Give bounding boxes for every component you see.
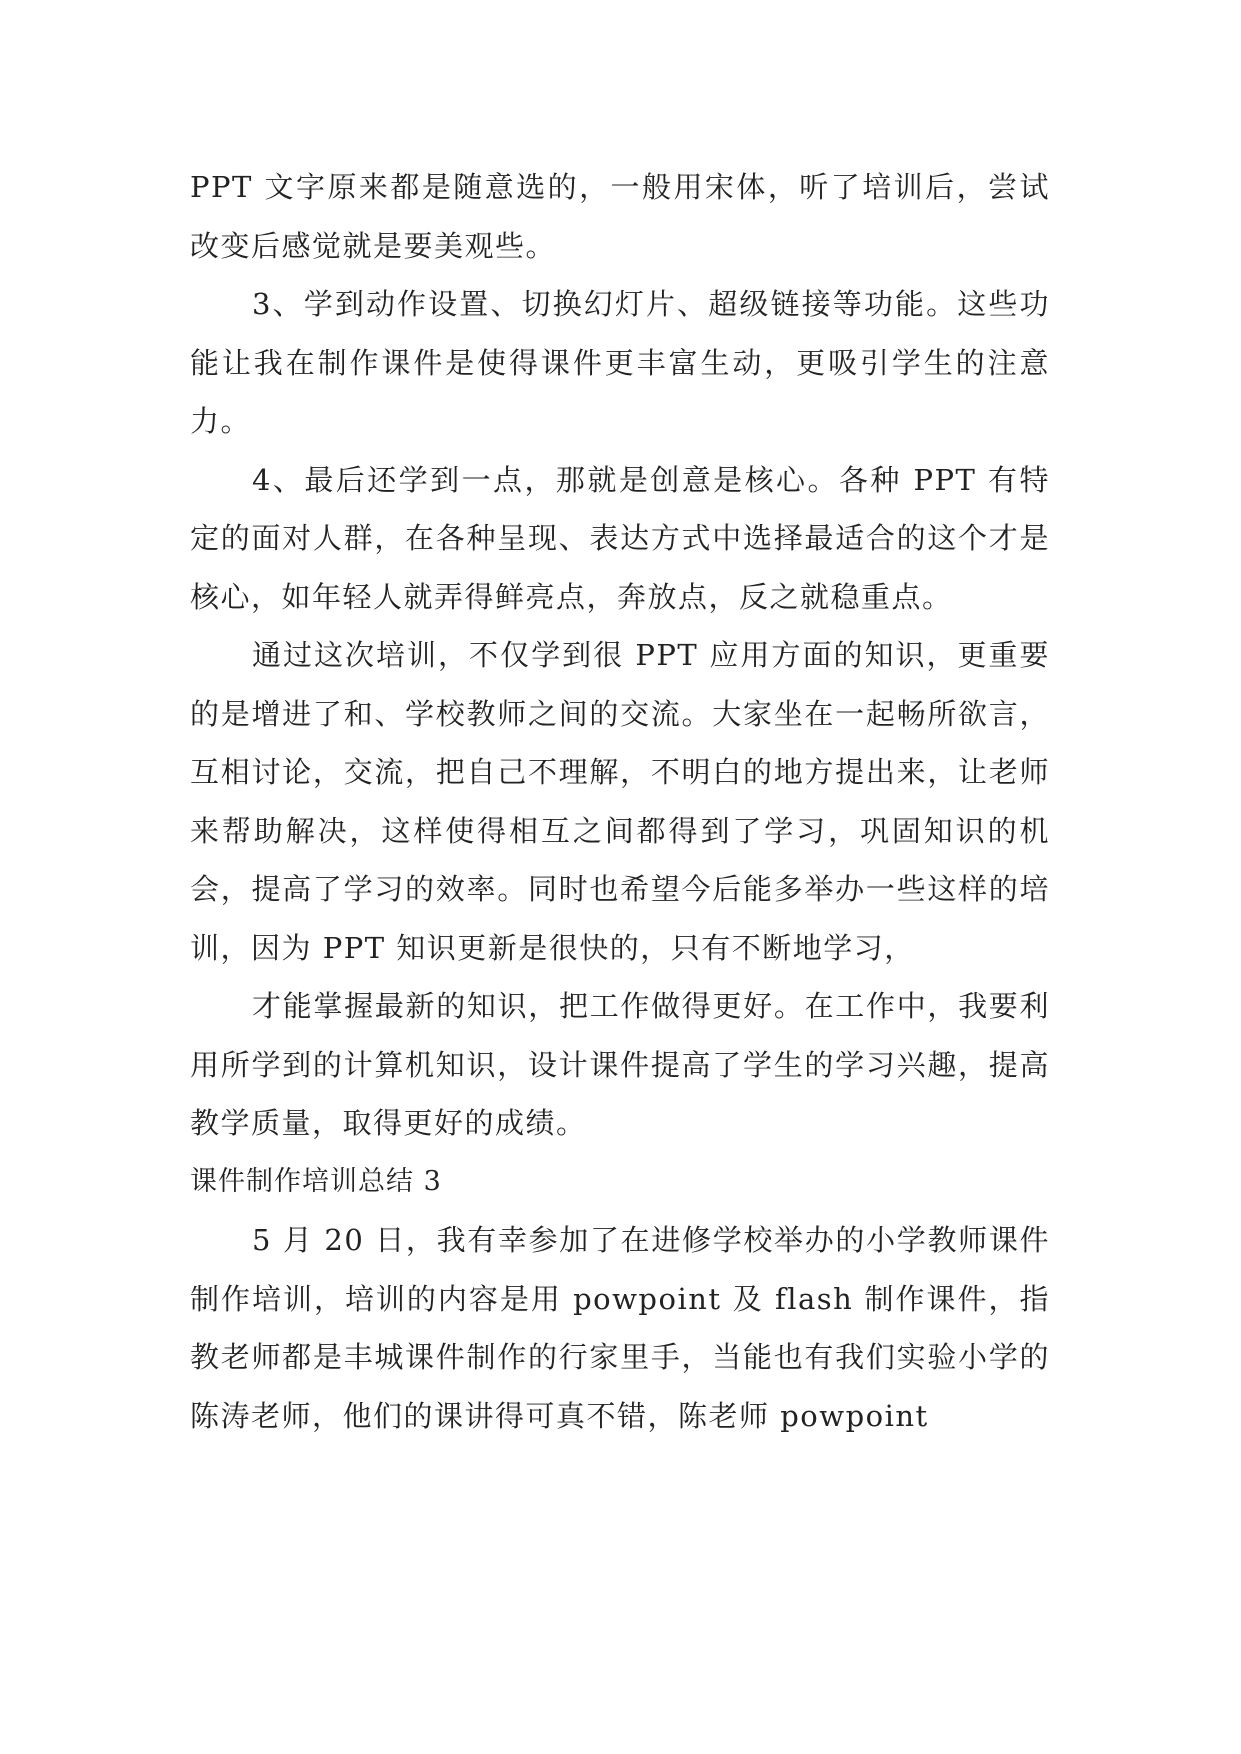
- paragraph-ppt-fonts: PPT 文字原来都是随意选的，一般用宋体，听了培训后，尝试改变后感觉就是要美观些。: [190, 170, 1050, 263]
- paragraph-point-4: 4、最后还学到一点，那就是创意是核心。各种 PPT 有特定的面对人群，在各种呈现、表达方式中选择最适合的这个才是核心，如年轻人就弄得鲜亮点，奔放点，反之就稳重点。: [190, 462, 1050, 614]
- paragraph-may-20-training: 5 月 20 日，我有幸参加了在进修学校举办的小学教师课件制作培训，培训的内容是用 powpoint 及 flash 制作课件，指教老师都是丰城课件制作的行家里手，当能也有我们实验小学的陈涛老师，他们的课讲得可真不错，陈老师 powpoint: [190, 1223, 1050, 1433]
- paragraph-point-3: 3、学到动作设置、切换幻灯片、超级链接等功能。这些功能让我在制作课件是使得课件更丰富生动，更吸引学生的注意力。: [190, 287, 1050, 438]
- document-body: [190, 158, 1050, 1445]
- paragraph-training-benefits: 通过这次培训，不仅学到很 PPT 应用方面的知识，更重要的是增进了和、学校教师之间的交流。大家坐在一起畅所欲言，互相讨论，交流，把自己不理解，不明白的地方提出来，让老师来帮助解决，这样使得相互之间都得到了学习，巩固知识的机会，提高了学习的效率。同时也希望今后能多举办一些这样的培训，因为 PPT 知识更新是很快的，只有不断地学习，: [190, 638, 1050, 965]
- paragraph-conclusion: 才能掌握最新的知识，把工作做得更好。在工作中，我要利用所学到的计算机知识，设计课件提高了学生的学习兴趣，提高教学质量，取得更好的成绩。: [190, 989, 1050, 1140]
- section-heading: 课件制作培训总结 3: [190, 1165, 442, 1197]
